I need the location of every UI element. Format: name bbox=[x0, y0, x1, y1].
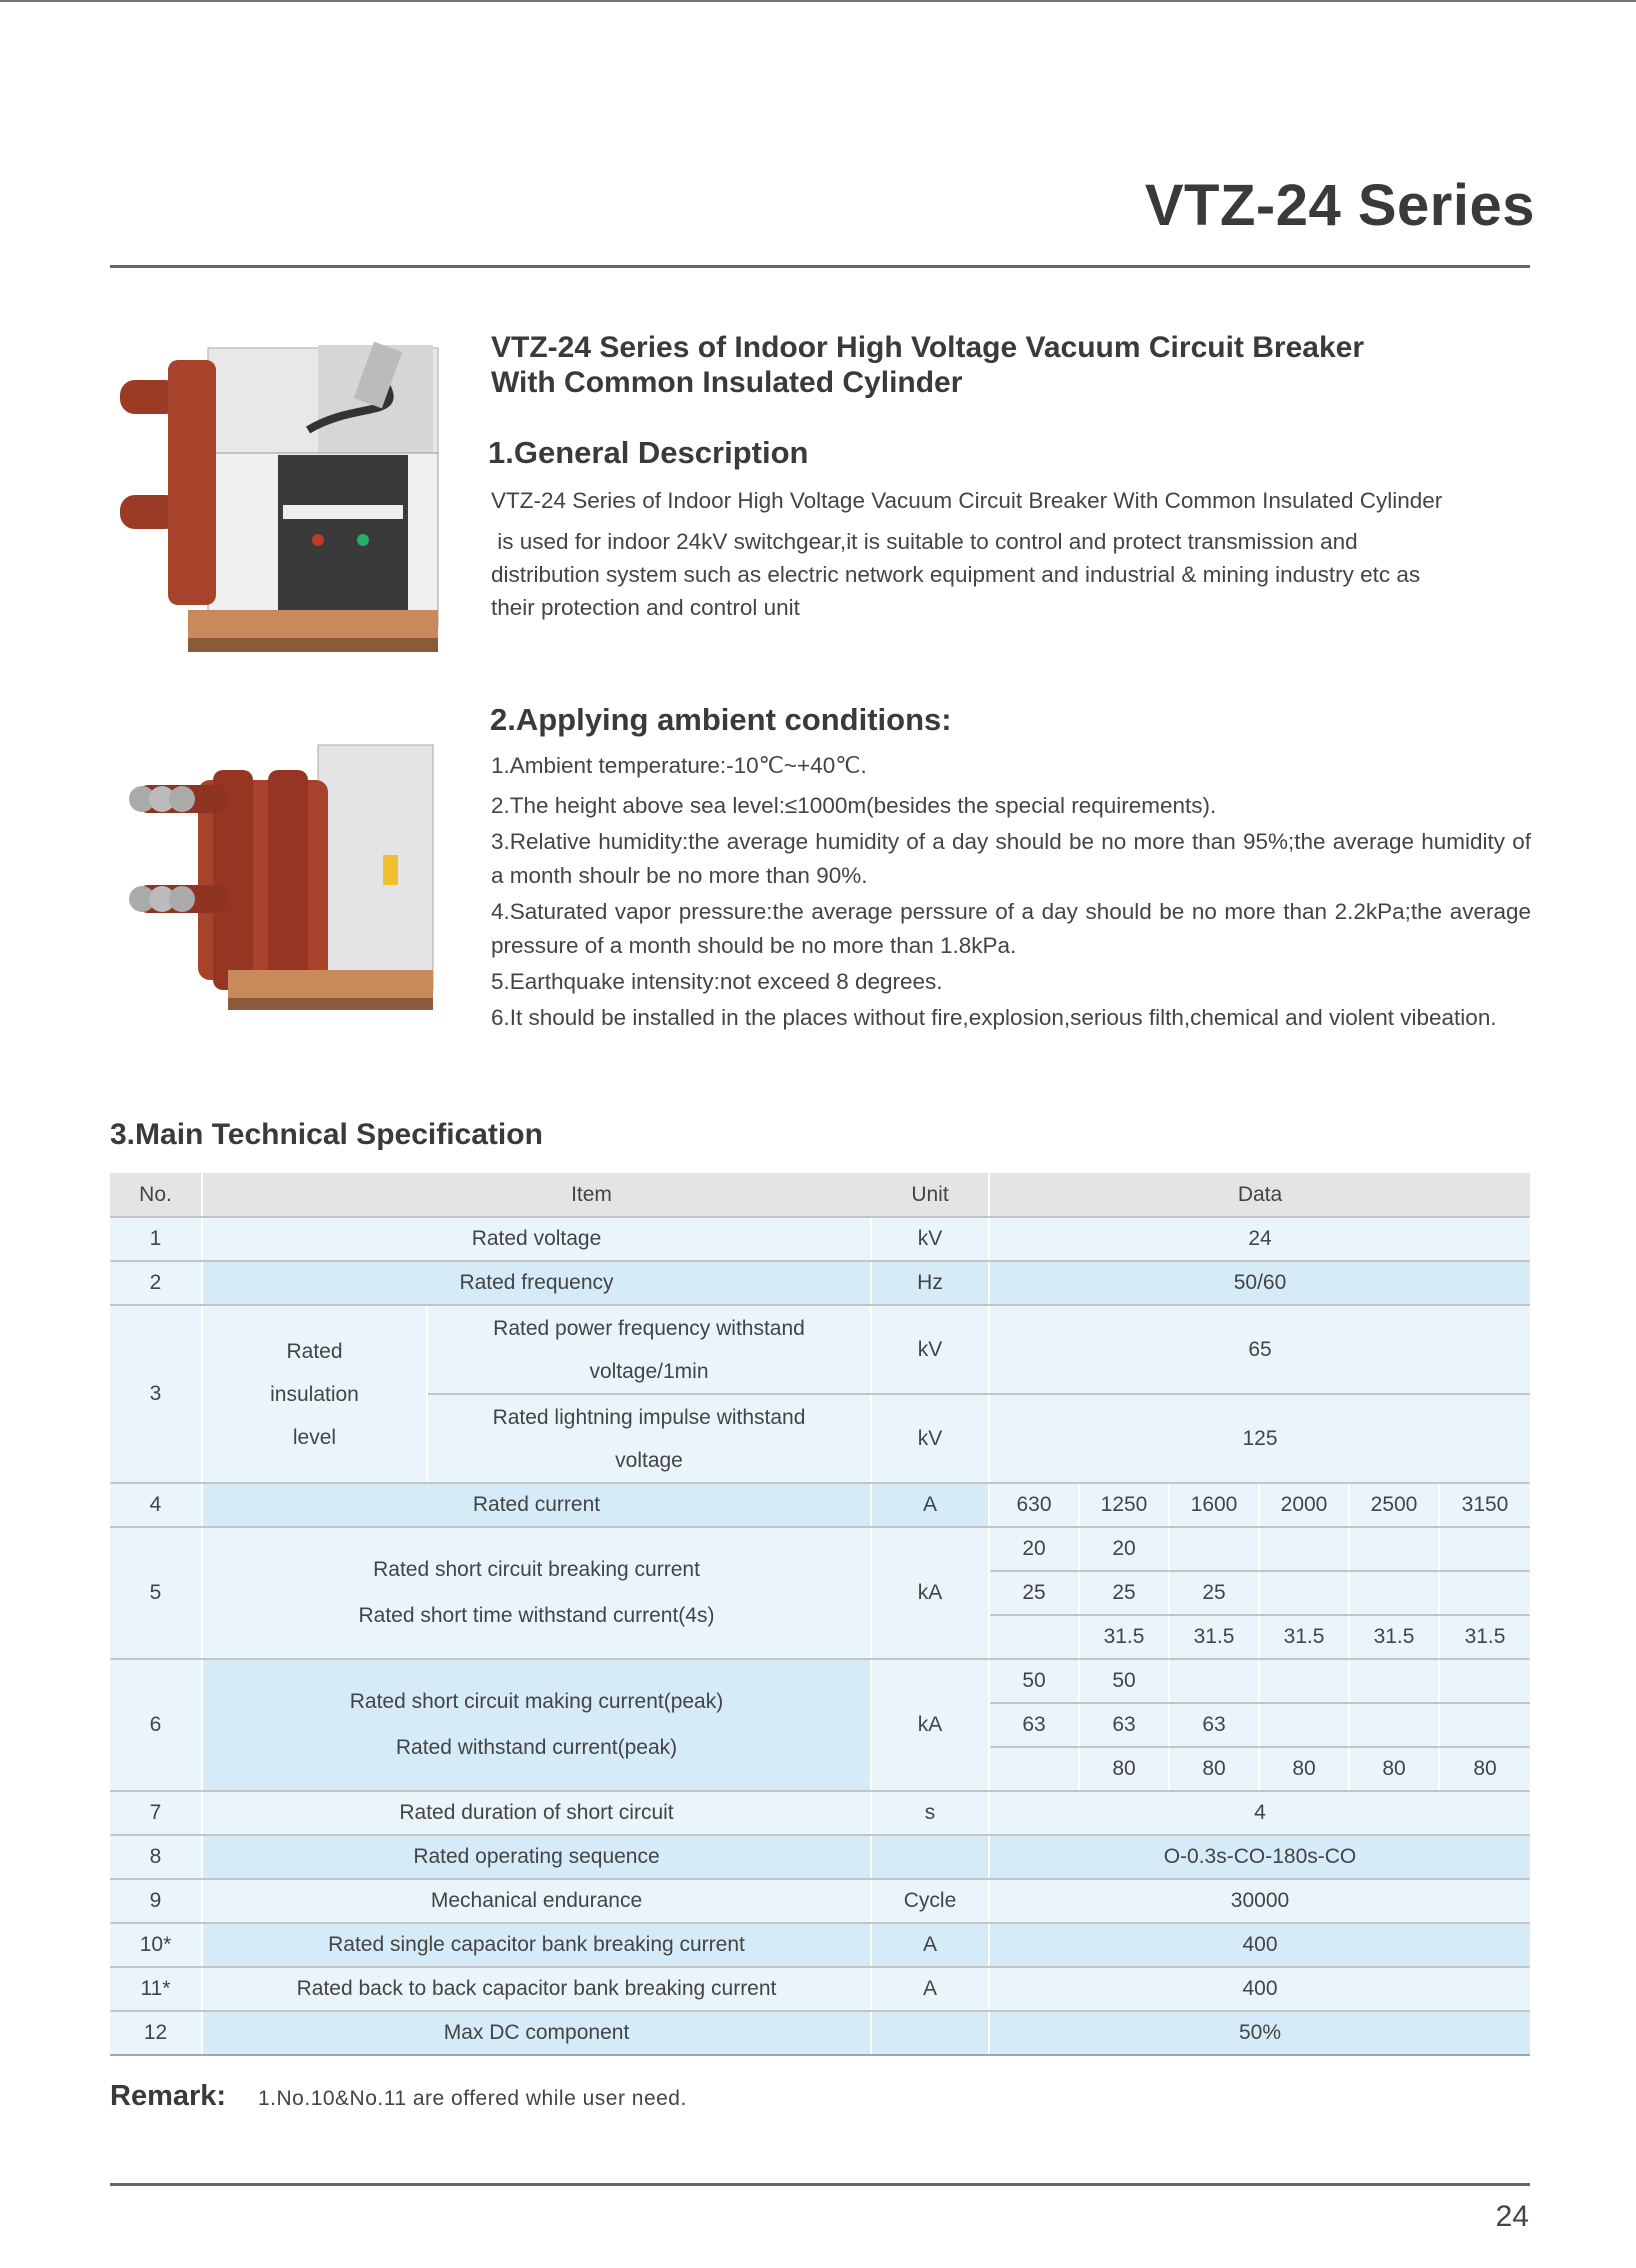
ambient-item: 4.Saturated vapor pressure:the average perssure of a day should be no more than 2.2kPa;the average pressure of a month should be no more than 1.8kPa. bbox=[491, 899, 1531, 958]
r5-line3-cell: 31.5 bbox=[1440, 1616, 1530, 1658]
remark-text: 1.No.10&No.11 are offered while user need. bbox=[258, 2087, 687, 2110]
r5-line1-cell bbox=[1170, 1528, 1258, 1570]
r5-line2-cell bbox=[1260, 1572, 1348, 1614]
product-title-line2: With Common Insulated Cylinder bbox=[491, 366, 963, 399]
row3-sub1-data: 65 bbox=[990, 1306, 1530, 1393]
ambient-heading: 2.Applying ambient conditions: bbox=[490, 702, 952, 737]
row5-no: 5 bbox=[110, 1528, 201, 1658]
row5-unit: kA bbox=[872, 1528, 988, 1658]
row5-item-line: Rated short circuit breaking current bbox=[373, 1558, 700, 1581]
row11-item: Rated back to back capacitor bank breaking current bbox=[203, 1968, 870, 2010]
row6-item-line: Rated withstand current(peak) bbox=[395, 1736, 678, 1759]
header-no: No. bbox=[110, 1173, 201, 1216]
row10-item: Rated single capacitor bank breaking current bbox=[203, 1924, 870, 1966]
row8-data: O-0.3s-CO-180s-CO bbox=[990, 1836, 1530, 1878]
breaker-photo-front bbox=[108, 340, 448, 665]
r5-line2-cell: 25 bbox=[1080, 1572, 1168, 1614]
r5-line3-cell: 31.5 bbox=[1260, 1616, 1348, 1658]
r5-line1-cell bbox=[1260, 1528, 1348, 1570]
ambient-item: 3.Relative humidity:the average humidity of a day should be no more than 95%;the average humidity of a month shoulr be no more than 90%. bbox=[491, 829, 1531, 888]
row12-item: Max DC component bbox=[203, 2012, 870, 2054]
r5-line2-cell bbox=[1350, 1572, 1438, 1614]
table-divider bbox=[990, 1570, 1530, 1572]
row3-sub1-line: Rated power frequency withstand bbox=[493, 1316, 805, 1340]
table-divider bbox=[110, 2010, 1530, 2012]
general-line: distribution system such as electric network equipment and industrial & mining industry etc as bbox=[491, 562, 1421, 587]
table-divider bbox=[110, 1482, 1530, 1484]
r6-line3-cell: 80 bbox=[1260, 1748, 1348, 1790]
row11-data: 400 bbox=[990, 1968, 1530, 2010]
spec-table bbox=[110, 1173, 1530, 2056]
row6-no: 6 bbox=[110, 1660, 201, 1790]
row3-sub1-item bbox=[428, 1306, 870, 1393]
row3-sub2-data: 125 bbox=[990, 1395, 1530, 1482]
r6-line3-cell: 80 bbox=[1080, 1748, 1168, 1790]
row3-group-line: insulation bbox=[270, 1382, 359, 1406]
row5-item-line: Rated short time withstand current(4s) bbox=[358, 1604, 715, 1627]
r5-line3-cell: 31.5 bbox=[1350, 1616, 1438, 1658]
r5-line1-cell bbox=[1440, 1528, 1530, 1570]
r6-line2-cell: 63 bbox=[1080, 1704, 1168, 1746]
row4-item: Rated current bbox=[203, 1484, 870, 1526]
row4-data-cell: 630 bbox=[990, 1484, 1078, 1526]
r5-line1-cell: 20 bbox=[1080, 1528, 1168, 1570]
page-number: 24 bbox=[1495, 2200, 1529, 2233]
row2-data: 50/60 bbox=[990, 1262, 1530, 1304]
r6-line2-cell bbox=[1260, 1704, 1348, 1746]
table-divider bbox=[428, 1393, 1530, 1395]
ambient-item: 6.It should be installed in the places without fire,explosion,serious filth,chemical and violent vibeation. bbox=[491, 1005, 1497, 1030]
row8-unit bbox=[872, 1836, 988, 1878]
row11-no: 11* bbox=[110, 1968, 201, 2010]
row3-sub2-item bbox=[428, 1395, 870, 1482]
row4-data-cell: 1600 bbox=[1170, 1484, 1258, 1526]
row9-unit: Cycle bbox=[872, 1880, 988, 1922]
row3-sub2-unit: kV bbox=[872, 1395, 988, 1482]
row8-item: Rated operating sequence bbox=[203, 1836, 870, 1878]
row4-no: 4 bbox=[110, 1484, 201, 1526]
row12-unit bbox=[872, 2012, 988, 2054]
remark-label: Remark: bbox=[110, 2080, 227, 2112]
top-border bbox=[0, 0, 1636, 2]
row3-sub2-line: Rated lightning impulse withstand bbox=[492, 1405, 806, 1429]
r5-line2-cell bbox=[1440, 1572, 1530, 1614]
row2-unit: Hz bbox=[872, 1262, 988, 1304]
row6-item bbox=[203, 1660, 870, 1790]
r5-line1-cell: 20 bbox=[990, 1528, 1078, 1570]
table-divider bbox=[990, 1614, 1530, 1616]
table-divider bbox=[110, 1260, 1530, 1262]
row3-group-line: Rated bbox=[286, 1339, 343, 1363]
ambient-conditions-list bbox=[491, 749, 1531, 1037]
table-divider bbox=[110, 1216, 1530, 1218]
product-title bbox=[491, 330, 1551, 400]
table-divider bbox=[990, 1746, 1530, 1748]
r6-line1-cell bbox=[1260, 1660, 1348, 1702]
row3-group-line: level bbox=[292, 1425, 337, 1449]
r6-line1-cell bbox=[1170, 1660, 1258, 1702]
general-heading: 1.General Description bbox=[488, 435, 809, 470]
r5-line1-cell bbox=[1350, 1528, 1438, 1570]
table-divider bbox=[990, 1702, 1530, 1704]
row7-unit: s bbox=[872, 1792, 988, 1834]
row1-no: 1 bbox=[110, 1218, 201, 1260]
footer-divider bbox=[110, 2183, 1530, 2186]
series-title: VTZ-24 Series bbox=[1144, 173, 1535, 238]
r6-line1-cell: 50 bbox=[990, 1660, 1078, 1702]
ambient-item: 5.Earthquake intensity:not exceed 8 degrees. bbox=[491, 969, 943, 994]
row3-sub1-line: voltage/1min bbox=[589, 1359, 709, 1383]
table-divider bbox=[110, 1304, 1530, 1306]
table-divider bbox=[110, 1658, 1530, 1660]
row4-data-cell: 3150 bbox=[1440, 1484, 1530, 1526]
row3-no: 3 bbox=[110, 1306, 201, 1482]
general-description bbox=[491, 484, 1531, 624]
ambient-item: 1.Ambient temperature:-10℃~+40℃. bbox=[491, 753, 867, 778]
row11-unit: A bbox=[872, 1968, 988, 2010]
r6-line1-cell bbox=[1350, 1660, 1438, 1702]
r6-line3-cell: 80 bbox=[1440, 1748, 1530, 1790]
row3-sub1-unit: kV bbox=[872, 1306, 988, 1393]
r6-line2-cell: 63 bbox=[1170, 1704, 1258, 1746]
row6-item-line: Rated short circuit making current(peak) bbox=[349, 1690, 724, 1713]
row2-no: 2 bbox=[110, 1262, 201, 1304]
r5-line3-cell: 31.5 bbox=[1080, 1616, 1168, 1658]
r6-line3-cell bbox=[990, 1748, 1078, 1790]
r6-line1-cell: 50 bbox=[1080, 1660, 1168, 1702]
row10-unit: A bbox=[872, 1924, 988, 1966]
row9-item: Mechanical endurance bbox=[203, 1880, 870, 1922]
header-divider bbox=[110, 265, 1530, 268]
row3-sub2-line: voltage bbox=[615, 1448, 683, 1472]
r5-line2-cell: 25 bbox=[1170, 1572, 1258, 1614]
header-unit: Unit bbox=[872, 1173, 988, 1216]
row4-data-cell: 2000 bbox=[1260, 1484, 1348, 1526]
header-item: Item bbox=[203, 1173, 980, 1216]
table-divider bbox=[110, 1526, 1530, 1528]
r5-line3-cell: 31.5 bbox=[1170, 1616, 1258, 1658]
row7-item: Rated duration of short circuit bbox=[203, 1792, 870, 1834]
ambient-item: 2.The height above sea level:≤1000m(besides the special requirements). bbox=[491, 793, 1217, 818]
table-divider bbox=[110, 1878, 1530, 1880]
row7-no: 7 bbox=[110, 1792, 201, 1834]
table-divider bbox=[110, 1834, 1530, 1836]
r6-line2-cell: 63 bbox=[990, 1704, 1078, 1746]
product-title-line1: VTZ-24 Series of Indoor High Voltage Vacuum Circuit Breaker bbox=[491, 331, 1364, 364]
breaker-photo-side bbox=[128, 740, 438, 1015]
general-line: their protection and control unit bbox=[491, 595, 800, 620]
row8-no: 8 bbox=[110, 1836, 201, 1878]
row3-group-label bbox=[203, 1306, 426, 1482]
r6-line3-cell: 80 bbox=[1350, 1748, 1438, 1790]
row9-data: 30000 bbox=[990, 1880, 1530, 1922]
table-divider bbox=[110, 1922, 1530, 1924]
spec-heading: 3.Main Technical Specification bbox=[110, 1118, 543, 1151]
row4-unit: A bbox=[872, 1484, 988, 1526]
row4-data-cell: 1250 bbox=[1080, 1484, 1168, 1526]
r6-line2-cell bbox=[1440, 1704, 1530, 1746]
r5-line2-cell: 25 bbox=[990, 1572, 1078, 1614]
r6-line2-cell bbox=[1350, 1704, 1438, 1746]
row2-item: Rated frequency bbox=[203, 1262, 870, 1304]
r6-line1-cell bbox=[1440, 1660, 1530, 1702]
r5-line3-cell bbox=[990, 1616, 1078, 1658]
table-divider bbox=[110, 1790, 1530, 1792]
row1-unit: kV bbox=[872, 1218, 988, 1260]
row4-data-cell: 2500 bbox=[1350, 1484, 1438, 1526]
row7-data: 4 bbox=[990, 1792, 1530, 1834]
row10-data: 400 bbox=[990, 1924, 1530, 1966]
general-line: VTZ-24 Series of Indoor High Voltage Vacuum Circuit Breaker With Common Insulated Cylinder bbox=[491, 488, 1443, 513]
row9-no: 9 bbox=[110, 1880, 201, 1922]
row5-item bbox=[203, 1528, 870, 1658]
row12-data: 50% bbox=[990, 2012, 1530, 2054]
table-bottom-border bbox=[110, 2054, 1530, 2056]
table-divider bbox=[110, 1966, 1530, 1968]
row6-unit: kA bbox=[872, 1660, 988, 1790]
row12-no: 12 bbox=[110, 2012, 201, 2054]
header-data: Data bbox=[990, 1173, 1530, 1216]
general-line: is used for indoor 24kV switchgear,it is suitable to control and protect transmission and bbox=[491, 529, 1358, 554]
row1-item: Rated voltage bbox=[203, 1218, 870, 1260]
row10-no: 10* bbox=[110, 1924, 201, 1966]
r6-line3-cell: 80 bbox=[1170, 1748, 1258, 1790]
row1-data: 24 bbox=[990, 1218, 1530, 1260]
